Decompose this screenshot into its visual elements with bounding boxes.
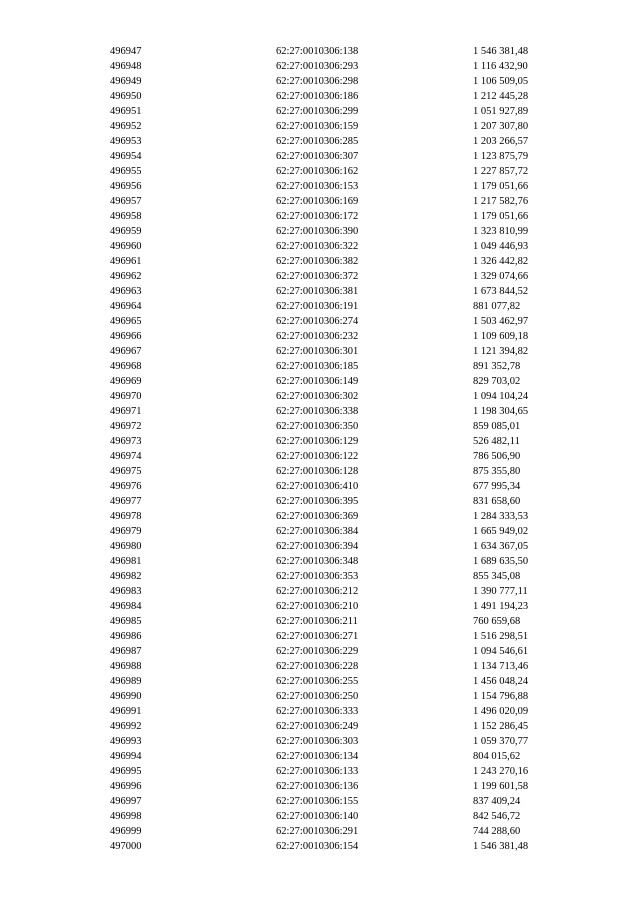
cadastral-value-cell: 1 199 601,58 — [473, 781, 529, 792]
row-number-cell: 496993 — [110, 736, 142, 747]
table-row — [0, 734, 640, 749]
row-number-cell: 496992 — [110, 721, 142, 732]
table-row — [0, 614, 640, 629]
cadastral-number-cell: 62:27:0010306:155 — [276, 796, 359, 807]
cadastral-number-cell: 62:27:0010306:307 — [276, 151, 359, 162]
cadastral-value-cell: 786 506,90 — [473, 451, 521, 462]
cadastral-number-cell: 62:27:0010306:212 — [276, 586, 359, 597]
table-row — [0, 209, 640, 224]
table-row — [0, 44, 640, 59]
table-row — [0, 269, 640, 284]
cadastral-number-cell: 62:27:0010306:302 — [276, 391, 359, 402]
row-number-cell: 496998 — [110, 811, 142, 822]
cadastral-number-cell: 62:27:0010306:291 — [276, 826, 359, 837]
row-number-cell: 496947 — [110, 46, 142, 57]
cadastral-value-cell: 855 345,08 — [473, 571, 521, 582]
row-number-cell: 496969 — [110, 376, 142, 387]
cadastral-number-cell: 62:27:0010306:394 — [276, 541, 359, 552]
row-number-cell: 496986 — [110, 631, 142, 642]
row-number-cell: 496968 — [110, 361, 142, 372]
cadastral-value-cell: 1 179 051,66 — [473, 181, 529, 192]
row-number-cell: 496975 — [110, 466, 142, 477]
row-number-cell: 496959 — [110, 226, 142, 237]
cadastral-value-cell: 837 409,24 — [473, 796, 521, 807]
cadastral-value-cell: 1 496 020,09 — [473, 706, 529, 717]
table-row — [0, 584, 640, 599]
cadastral-value-cell: 1 051 927,89 — [473, 106, 529, 117]
cadastral-number-cell: 62:27:0010306:140 — [276, 811, 359, 822]
cadastral-value-cell: 1 329 074,66 — [473, 271, 529, 282]
cadastral-value-cell: 1 689 635,50 — [473, 556, 529, 567]
row-number-cell: 496953 — [110, 136, 142, 147]
row-number-cell: 496964 — [110, 301, 142, 312]
row-number-cell: 496976 — [110, 481, 142, 492]
cadastral-value-cell: 1 207 307,80 — [473, 121, 529, 132]
table-row — [0, 569, 640, 584]
cadastral-number-cell: 62:27:0010306:353 — [276, 571, 359, 582]
table-row — [0, 344, 640, 359]
table-row — [0, 449, 640, 464]
cadastral-number-cell: 62:27:0010306:210 — [276, 601, 359, 612]
table-row — [0, 689, 640, 704]
cadastral-number-cell: 62:27:0010306:298 — [276, 76, 359, 87]
table-row — [0, 539, 640, 554]
cadastral-number-cell: 62:27:0010306:172 — [276, 211, 359, 222]
cadastral-value-cell: 1 212 445,28 — [473, 91, 529, 102]
cadastral-number-cell: 62:27:0010306:185 — [276, 361, 359, 372]
row-number-cell: 496950 — [110, 91, 142, 102]
cadastral-value-cell: 1 116 432,90 — [473, 61, 528, 72]
table-row — [0, 719, 640, 734]
cadastral-number-cell: 62:27:0010306:232 — [276, 331, 359, 342]
cadastral-number-cell: 62:27:0010306:382 — [276, 256, 359, 267]
cadastral-number-cell: 62:27:0010306:191 — [276, 301, 359, 312]
row-number-cell: 496989 — [110, 676, 142, 687]
row-number-cell: 496961 — [110, 256, 142, 267]
row-number-cell: 496951 — [110, 106, 142, 117]
cadastral-value-cell: 804 015,62 — [473, 751, 521, 762]
cadastral-value-cell: 1 154 796,88 — [473, 691, 529, 702]
cadastral-value-cell: 881 077,82 — [473, 301, 521, 312]
table-row — [0, 149, 640, 164]
cadastral-number-cell: 62:27:0010306:303 — [276, 736, 359, 747]
cadastral-value-cell: 1 323 810,99 — [473, 226, 529, 237]
table-row — [0, 599, 640, 614]
cadastral-number-cell: 62:27:0010306:228 — [276, 661, 359, 672]
table-row — [0, 179, 640, 194]
cadastral-number-cell: 62:27:0010306:390 — [276, 226, 359, 237]
cadastral-value-cell: 1 179 051,66 — [473, 211, 529, 222]
cadastral-value-cell: 1 546 381,48 — [473, 46, 529, 57]
cadastral-number-cell: 62:27:0010306:159 — [276, 121, 359, 132]
cadastral-value-cell: 1 121 394,82 — [473, 346, 529, 357]
table-row — [0, 194, 640, 209]
cadastral-number-cell: 62:27:0010306:249 — [276, 721, 359, 732]
cadastral-number-cell: 62:27:0010306:149 — [276, 376, 359, 387]
table-row — [0, 119, 640, 134]
cadastral-number-cell: 62:27:0010306:301 — [276, 346, 359, 357]
cadastral-number-cell: 62:27:0010306:122 — [276, 451, 359, 462]
row-number-cell: 496996 — [110, 781, 142, 792]
row-number-cell: 496983 — [110, 586, 142, 597]
cadastral-value-cell: 1 152 286,45 — [473, 721, 529, 732]
cadastral-number-cell: 62:27:0010306:299 — [276, 106, 359, 117]
row-number-cell: 496988 — [110, 661, 142, 672]
cadastral-value-cell: 1 284 333,53 — [473, 511, 529, 522]
row-number-cell: 496949 — [110, 76, 142, 87]
table-row — [0, 839, 640, 854]
row-number-cell: 496979 — [110, 526, 142, 537]
cadastral-value-cell: 859 085,01 — [473, 421, 521, 432]
cadastral-number-cell: 62:27:0010306:348 — [276, 556, 359, 567]
table-row — [0, 659, 640, 674]
cadastral-number-cell: 62:27:0010306:138 — [276, 46, 359, 57]
cadastral-value-cell: 1 227 857,72 — [473, 166, 529, 177]
table-row — [0, 74, 640, 89]
cadastral-number-cell: 62:27:0010306:136 — [276, 781, 359, 792]
row-number-cell: 496990 — [110, 691, 142, 702]
table-row — [0, 704, 640, 719]
cadastral-value-cell: 875 355,80 — [473, 466, 521, 477]
table-row — [0, 164, 640, 179]
cadastral-value-cell: 1 217 582,76 — [473, 196, 529, 207]
row-number-cell: 496981 — [110, 556, 142, 567]
cadastral-value-cell: 760 659,68 — [473, 616, 521, 627]
cadastral-value-cell: 677 995,34 — [473, 481, 521, 492]
row-number-cell: 496974 — [110, 451, 142, 462]
row-number-cell: 496971 — [110, 406, 142, 417]
table-row — [0, 779, 640, 794]
cadastral-number-cell: 62:27:0010306:293 — [276, 61, 359, 72]
cadastral-value-cell: 1 516 298,51 — [473, 631, 529, 642]
table-row — [0, 134, 640, 149]
cadastral-value-cell: 831 658,60 — [473, 496, 521, 507]
table-row — [0, 494, 640, 509]
cadastral-value-cell: 1 094 104,24 — [473, 391, 529, 402]
cadastral-value-cell: 526 482,11 — [473, 436, 520, 447]
row-number-cell: 496966 — [110, 331, 142, 342]
cadastral-number-cell: 62:27:0010306:322 — [276, 241, 359, 252]
table-row — [0, 404, 640, 419]
cadastral-number-cell: 62:27:0010306:129 — [276, 436, 359, 447]
cadastral-value-cell: 1 634 367,05 — [473, 541, 529, 552]
row-number-cell: 496955 — [110, 166, 142, 177]
cadastral-number-cell: 62:27:0010306:381 — [276, 286, 359, 297]
row-number-cell: 496948 — [110, 61, 142, 72]
row-number-cell: 497000 — [110, 841, 142, 852]
cadastral-number-cell: 62:27:0010306:134 — [276, 751, 359, 762]
cadastral-value-cell: 1 503 462,97 — [473, 316, 529, 327]
table-row — [0, 824, 640, 839]
table-row — [0, 224, 640, 239]
cadastral-number-cell: 62:27:0010306:128 — [276, 466, 359, 477]
cadastral-value-cell: 1 546 381,48 — [473, 841, 529, 852]
cadastral-value-cell: 744 288,60 — [473, 826, 521, 837]
cadastral-value-cell: 829 703,02 — [473, 376, 521, 387]
row-number-cell: 496985 — [110, 616, 142, 627]
row-number-cell: 496962 — [110, 271, 142, 282]
table-row — [0, 359, 640, 374]
table-row — [0, 764, 640, 779]
row-number-cell: 496965 — [110, 316, 142, 327]
cadastral-number-cell: 62:27:0010306:250 — [276, 691, 359, 702]
table-row — [0, 374, 640, 389]
cadastral-number-cell: 62:27:0010306:369 — [276, 511, 359, 522]
row-number-cell: 496952 — [110, 121, 142, 132]
cadastral-value-cell: 1 049 446,93 — [473, 241, 529, 252]
cadastral-number-cell: 62:27:0010306:186 — [276, 91, 359, 102]
cadastral-number-cell: 62:27:0010306:169 — [276, 196, 359, 207]
cadastral-value-cell: 1 665 949,02 — [473, 526, 529, 537]
table-row — [0, 629, 640, 644]
table-row — [0, 554, 640, 569]
row-number-cell: 496973 — [110, 436, 142, 447]
table-row — [0, 104, 640, 119]
table-row — [0, 674, 640, 689]
row-number-cell: 496995 — [110, 766, 142, 777]
cadastral-number-cell: 62:27:0010306:133 — [276, 766, 359, 777]
row-number-cell: 496963 — [110, 286, 142, 297]
row-number-cell: 496954 — [110, 151, 142, 162]
cadastral-value-cell: 1 109 609,18 — [473, 331, 529, 342]
row-number-cell: 496980 — [110, 541, 142, 552]
cadastral-value-cell: 1 134 713,46 — [473, 661, 529, 672]
row-number-cell: 496977 — [110, 496, 142, 507]
cadastral-value-cell: 1 106 509,05 — [473, 76, 529, 87]
table-row — [0, 479, 640, 494]
table-row — [0, 524, 640, 539]
table-row — [0, 749, 640, 764]
table-row — [0, 464, 640, 479]
cadastral-number-cell: 62:27:0010306:350 — [276, 421, 359, 432]
table-row — [0, 809, 640, 824]
table-row — [0, 434, 640, 449]
table-row — [0, 254, 640, 269]
cadastral-number-cell: 62:27:0010306:271 — [276, 631, 359, 642]
cadastral-number-cell: 62:27:0010306:153 — [276, 181, 359, 192]
row-number-cell: 496991 — [110, 706, 142, 717]
table-row — [0, 419, 640, 434]
table-row — [0, 239, 640, 254]
cadastral-number-cell: 62:27:0010306:372 — [276, 271, 359, 282]
cadastral-number-cell: 62:27:0010306:229 — [276, 646, 359, 657]
row-number-cell: 496997 — [110, 796, 142, 807]
table-row — [0, 59, 640, 74]
table-row — [0, 284, 640, 299]
cadastral-value-cell: 1 673 844,52 — [473, 286, 529, 297]
row-number-cell: 496994 — [110, 751, 142, 762]
cadastral-value-cell: 1 456 048,24 — [473, 676, 529, 687]
row-number-cell: 496984 — [110, 601, 142, 612]
cadastral-value-cell: 1 198 304,65 — [473, 406, 529, 417]
cadastral-value-cell: 1 390 777,11 — [473, 586, 528, 597]
cadastral-value-cell: 1 203 266,57 — [473, 136, 529, 147]
cadastral-value-cell: 1 243 270,16 — [473, 766, 529, 777]
cadastral-number-cell: 62:27:0010306:274 — [276, 316, 359, 327]
row-number-cell: 496956 — [110, 181, 142, 192]
table-row — [0, 89, 640, 104]
table-row — [0, 314, 640, 329]
cadastral-value-cell: 1 123 875,79 — [473, 151, 529, 162]
cadastral-number-cell: 62:27:0010306:211 — [276, 616, 358, 627]
cadastral-number-cell: 62:27:0010306:338 — [276, 406, 359, 417]
cadastral-number-cell: 62:27:0010306:255 — [276, 676, 359, 687]
row-number-cell: 496972 — [110, 421, 142, 432]
table-row — [0, 644, 640, 659]
cadastral-value-cell: 1 326 442,82 — [473, 256, 529, 267]
cadastral-number-cell: 62:27:0010306:285 — [276, 136, 359, 147]
cadastral-number-cell: 62:27:0010306:410 — [276, 481, 359, 492]
table-row — [0, 509, 640, 524]
cadastral-value-cell: 1 094 546,61 — [473, 646, 529, 657]
data-table — [0, 44, 640, 854]
cadastral-number-cell: 62:27:0010306:154 — [276, 841, 359, 852]
cadastral-number-cell: 62:27:0010306:162 — [276, 166, 359, 177]
cadastral-value-cell: 842 546,72 — [473, 811, 521, 822]
cadastral-value-cell: 891 352,78 — [473, 361, 521, 372]
cadastral-number-cell: 62:27:0010306:333 — [276, 706, 359, 717]
cadastral-value-cell: 1 491 194,23 — [473, 601, 529, 612]
row-number-cell: 496967 — [110, 346, 142, 357]
row-number-cell: 496957 — [110, 196, 142, 207]
table-row — [0, 794, 640, 809]
cadastral-value-cell: 1 059 370,77 — [473, 736, 529, 747]
table-row — [0, 299, 640, 314]
cadastral-number-cell: 62:27:0010306:395 — [276, 496, 359, 507]
cadastral-number-cell: 62:27:0010306:384 — [276, 526, 359, 537]
row-number-cell: 496999 — [110, 826, 142, 837]
row-number-cell: 496982 — [110, 571, 142, 582]
table-row — [0, 329, 640, 344]
row-number-cell: 496958 — [110, 211, 142, 222]
row-number-cell: 496987 — [110, 646, 142, 657]
table-row — [0, 389, 640, 404]
row-number-cell: 496970 — [110, 391, 142, 402]
row-number-cell: 496978 — [110, 511, 142, 522]
row-number-cell: 496960 — [110, 241, 142, 252]
